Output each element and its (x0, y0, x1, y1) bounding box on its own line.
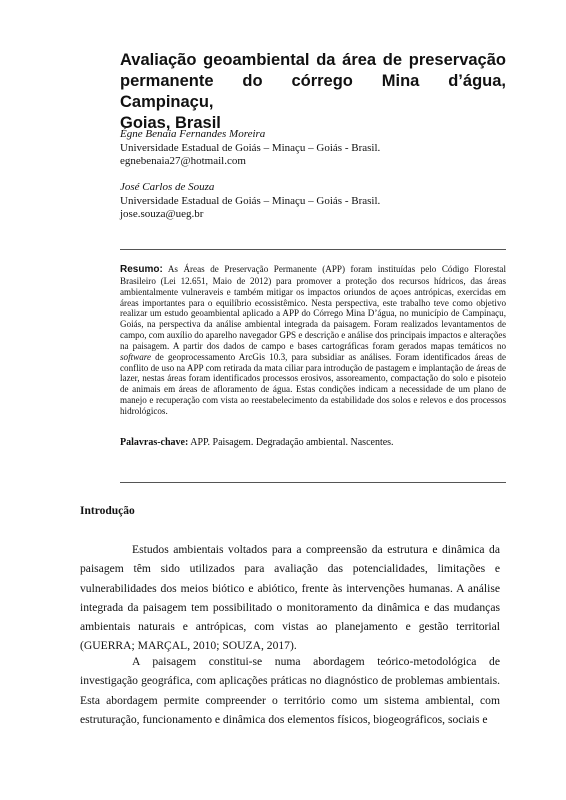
author-block-1 (120, 128, 506, 169)
paper-title (120, 50, 506, 134)
abstract-text-2: de geoprocessamento ArcGis 10.3, para subsidiar as análises. Foram identificados áreas de conflito de uso na APP com retirada da mata ciliar para introdução de pastagem e implantação de áreas de lazer, nestas áreas foram identificados processos erosivos, assoreamento, compactação do solo e pisoteio de animais em áreas de afloramento de água. Estas condições indicam a necessidade de um plano de manejo e recuperação com vista ao reestabelecimento da estabilidade dos solos e relevos e dos processos hidrológicos. (120, 351, 506, 416)
keywords-text: APP. Paisagem. Degradação ambiental. Nascentes. (188, 437, 394, 448)
title-line-2: permanente do córrego Mina d’água, Campinaçu, (120, 72, 506, 111)
body-paragraph-1: Estudos ambientais voltados para a compreensão da estrutura e dinâmica da paisagem têm sido utilizados para avaliação das potencialidades, limitações e vulnerabilidades dos meios biótico e abiótico, frente às intervenções humanas. A análise integrada da paisagem tem possibilitado o monitoramento da dinâmica e das mudanças ambientais naturais e antrópicas, com vistas ao planejamento e gestão territorial (GUERRA; MARÇAL, 2010; SOUZA, 2017). (80, 543, 500, 653)
section-heading-introduction: Introdução (80, 505, 135, 517)
author-email: egnebenaia27@hotmail.com (120, 155, 246, 167)
abstract (120, 264, 506, 417)
abstract-label: Resumo: (120, 264, 163, 275)
divider-bottom (120, 482, 506, 483)
abstract-text-1: As Áreas de Preservação Permanente (APP) foram instituídas pelo Código Florestal Brasileiro (Lei 12.651, Maio de 2012) para promover a proteção dos recursos hídricos, das áreas ambientalmente vulneraveis e também mitigar os impactos oriundos de açoes antrópicas, exercidas em áreas importantes para o equilíbrio ecossistêmico. Nesta perspectiva, este trabalho teve como objetivo realizar um estudo geoambiental aplicado a APP do Córrego Mina D’água, no município de Campinaçu, Goiás, na perspectiva da análise ambiental integrada da paisagem. Foram realizados levantamentos de campo, com auxílio do aparelho navegador GPS e descrição e análise dos principais impactos e alterações na paisagem. A partir dos dados de campo e bases cartográficas foram gerados mapas temáticos no (120, 264, 506, 351)
keywords-label: Palavras-chave: (120, 437, 189, 448)
keywords (120, 437, 506, 449)
author-name: José Carlos de Souza (120, 181, 215, 193)
author-affiliation: Universidade Estadual de Goiás – Minaçu – Goiás - Brasil. (120, 141, 381, 154)
author-name: Égne Benaia Fernandes Moreira (120, 128, 266, 140)
divider-top (120, 249, 506, 250)
title-line-3: Goias, Brasil (120, 114, 221, 132)
abstract-italic-word: software (120, 351, 151, 362)
author-affiliation: Universidade Estadual de Goiás – Minaçu – Goiás - Brasil. (120, 194, 381, 207)
author-block-2 (120, 181, 506, 222)
author-email: jose.souza@ueg.br (120, 208, 204, 220)
title-line-1: Avaliação geoambiental da área de preservação (120, 51, 506, 69)
body-paragraph-2: A paisagem constitui-se numa abordagem teórico-metodológica de investigação geográfica, com aplicações práticas no diagnóstico de problemas ambientais. Esta abordagem permite compreender o território como um sistema ambiental, com estruturação, funcionamento e dinâmica dos elementos físicos, biogeográficos, sociais e (80, 655, 500, 726)
